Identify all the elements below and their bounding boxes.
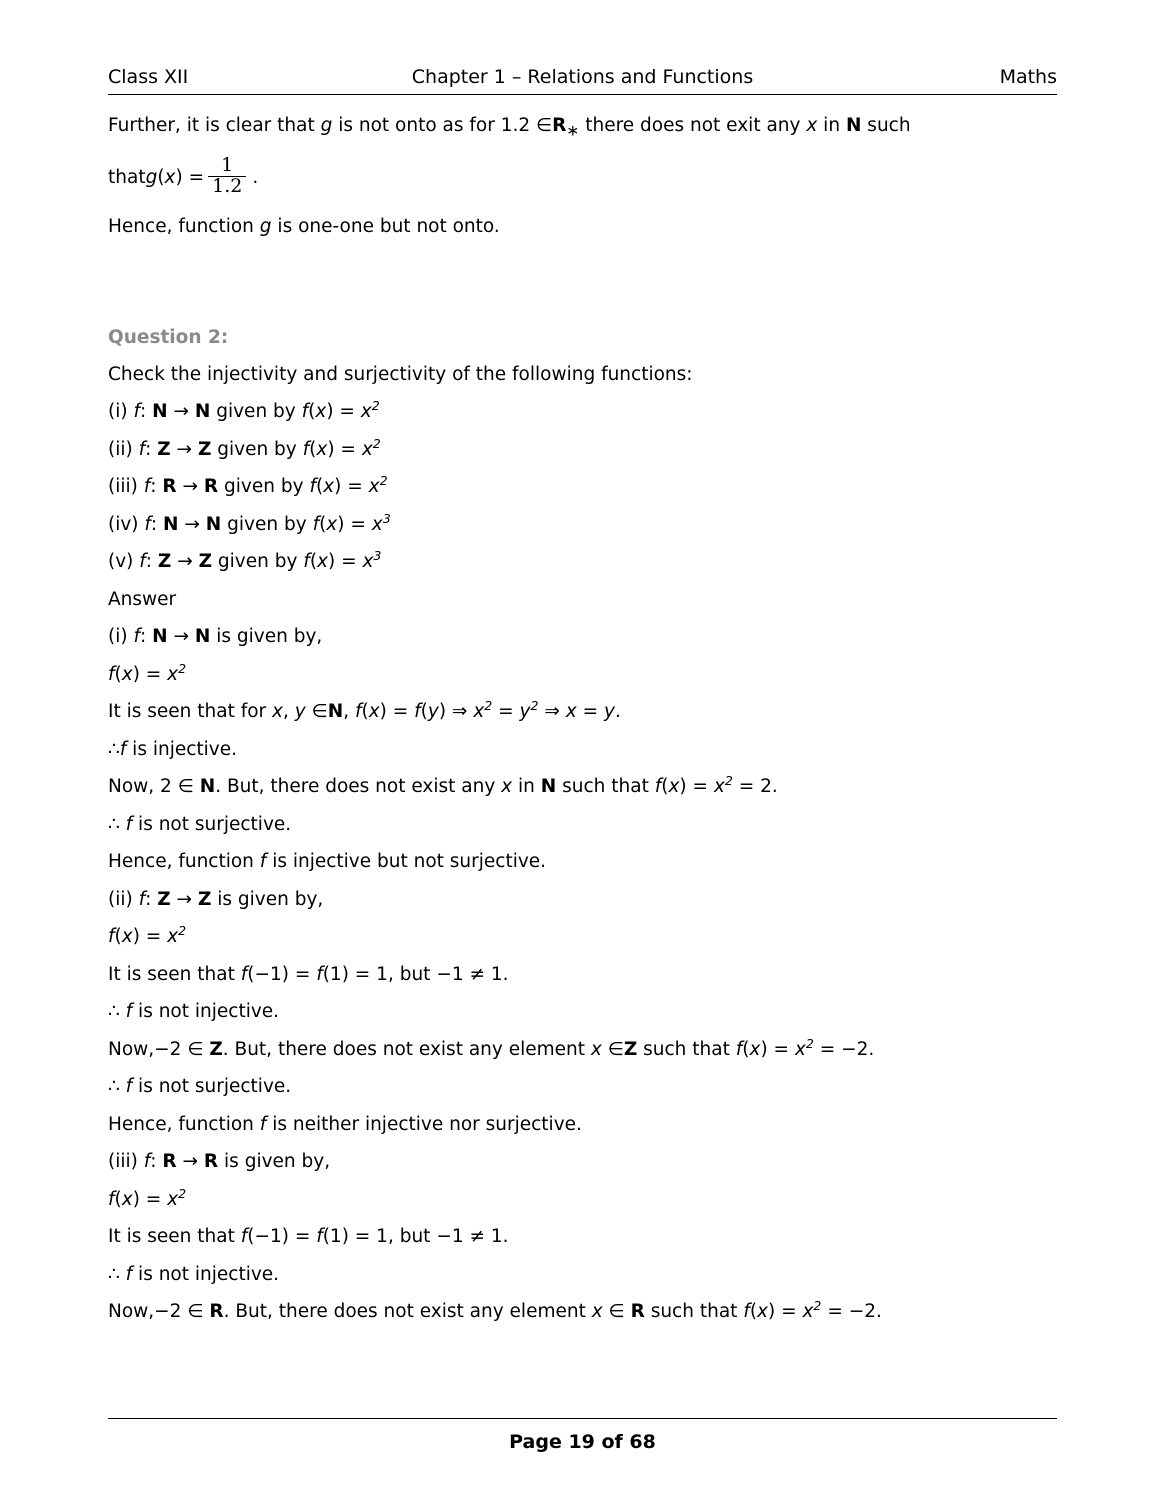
text: ( bbox=[309, 551, 318, 573]
var-x: x bbox=[590, 1038, 602, 1060]
text: is neither injective nor surjective. bbox=[266, 1113, 582, 1135]
answer-2-line-1 bbox=[108, 963, 1057, 985]
fn-f: f bbox=[654, 776, 662, 798]
domain-set: Z bbox=[157, 438, 171, 460]
text: ( bbox=[742, 1038, 750, 1060]
text: ) = bbox=[326, 401, 361, 423]
var-y: y bbox=[519, 701, 531, 723]
text: ) = bbox=[379, 701, 415, 723]
fn-f: f bbox=[143, 1151, 151, 1173]
set-N: N bbox=[845, 115, 862, 136]
text: ( bbox=[361, 701, 369, 723]
answer-2-heading bbox=[108, 888, 1057, 910]
domain-set: R bbox=[162, 1151, 177, 1173]
fn-f: f bbox=[138, 438, 146, 460]
var-x: x bbox=[749, 1038, 761, 1060]
var-x: x bbox=[121, 663, 133, 685]
therefore-symbol: ∴ bbox=[108, 813, 126, 835]
codomain-set: Z bbox=[198, 551, 213, 573]
exponent: 2 bbox=[379, 473, 388, 489]
text: ( bbox=[661, 776, 669, 798]
text: Further, it is clear that bbox=[108, 115, 321, 136]
question-item-2 bbox=[108, 435, 1057, 460]
codomain-set: R bbox=[203, 1151, 219, 1173]
text: = −2. bbox=[813, 1038, 875, 1060]
text: such that bbox=[644, 1301, 744, 1323]
text: ( bbox=[114, 926, 122, 948]
text: in bbox=[512, 776, 541, 798]
set-Z: Z bbox=[209, 1038, 223, 1060]
var-x: x bbox=[167, 1188, 179, 1210]
text: in bbox=[817, 115, 846, 136]
text: It is seen that bbox=[108, 1226, 241, 1248]
fraction-numerator: 1 bbox=[221, 154, 234, 177]
fn-f: f bbox=[143, 476, 151, 498]
header-chapter: Chapter 1 – Relations and Functions bbox=[411, 66, 754, 88]
text: : bbox=[150, 476, 163, 498]
therefore-symbol: ∴ bbox=[108, 738, 120, 760]
exponent: 2 bbox=[178, 1185, 187, 1201]
var-x: x bbox=[368, 701, 380, 723]
text: (1) = 1, but −1 ≠ 1. bbox=[322, 963, 509, 985]
text: : bbox=[139, 626, 153, 648]
answer-1-line-4 bbox=[108, 813, 1057, 835]
answer-2-line-3 bbox=[108, 1035, 1057, 1060]
arrow: → bbox=[170, 888, 198, 910]
page-number: Page 19 of 68 bbox=[509, 1431, 656, 1453]
fraction-one-over-onepointtwo bbox=[208, 156, 246, 197]
var-g: g bbox=[259, 215, 272, 237]
set-N: N bbox=[327, 701, 344, 723]
set-R: R bbox=[630, 1301, 645, 1323]
var-x: x bbox=[806, 115, 818, 136]
fn-f: f bbox=[259, 1113, 267, 1135]
text: ∈ bbox=[305, 701, 328, 723]
fn-f: f bbox=[133, 401, 140, 423]
text: is given by, bbox=[218, 1151, 331, 1173]
text: given by bbox=[218, 476, 310, 498]
text: , bbox=[282, 701, 295, 723]
text: ) = bbox=[327, 438, 362, 460]
text: ( bbox=[420, 701, 428, 723]
arrow: → bbox=[171, 551, 199, 573]
text: : bbox=[145, 438, 158, 460]
text: is given by, bbox=[211, 888, 324, 910]
set-N: N bbox=[199, 776, 216, 798]
text: = bbox=[492, 701, 520, 723]
fn-f: f bbox=[139, 551, 146, 573]
fn-f: f bbox=[138, 888, 146, 910]
exponent: 2 bbox=[484, 698, 493, 714]
text: ( bbox=[749, 1301, 758, 1323]
page-footer bbox=[108, 1418, 1057, 1453]
answer-3-line-3 bbox=[108, 1298, 1057, 1323]
fn-f: f bbox=[119, 738, 127, 760]
fn-f: f bbox=[240, 963, 248, 985]
fn-f: f bbox=[312, 513, 320, 535]
fn-f: f bbox=[316, 1226, 323, 1248]
text: = bbox=[576, 701, 604, 723]
text: . But, there does not exist any element bbox=[223, 1301, 592, 1323]
text: is injective but not surjective. bbox=[266, 851, 547, 873]
set-R: R bbox=[209, 1301, 224, 1323]
text: given by bbox=[210, 401, 302, 423]
fn-f: f bbox=[108, 1188, 115, 1210]
arrow: → bbox=[176, 476, 204, 498]
text: such bbox=[861, 115, 911, 136]
question-item-5 bbox=[108, 548, 1057, 573]
answer-label: Answer bbox=[108, 588, 177, 610]
fn-f: f bbox=[125, 1263, 133, 1285]
domain-set: N bbox=[163, 513, 179, 535]
text: is not surjective. bbox=[132, 1076, 292, 1098]
answer-2-line-4 bbox=[108, 1078, 1057, 1097]
text: ) = bbox=[132, 926, 168, 948]
answer-3-heading bbox=[108, 1153, 1057, 1172]
text: ) = bbox=[760, 1038, 795, 1060]
var-x: x bbox=[757, 1301, 768, 1323]
question-item-1 bbox=[108, 398, 1057, 423]
intro-line-2-fraction bbox=[108, 154, 1057, 199]
text: = 2. bbox=[732, 776, 778, 798]
text: is given by, bbox=[210, 626, 323, 648]
text: ( bbox=[315, 476, 324, 498]
text: It is seen that for bbox=[108, 701, 273, 723]
var-x: x bbox=[473, 701, 485, 723]
subscript-star: ∗ bbox=[566, 121, 580, 140]
intro-line-3 bbox=[108, 215, 1057, 237]
var-x: x bbox=[794, 1038, 806, 1060]
text: . bbox=[252, 167, 259, 189]
text: ) = bbox=[767, 1301, 803, 1323]
answer-2-formula bbox=[108, 923, 1057, 948]
item-number: (i) bbox=[108, 626, 134, 648]
text: Now,−2 ∈ bbox=[108, 1301, 210, 1323]
text: given by bbox=[221, 513, 313, 535]
text: ( bbox=[114, 1188, 122, 1210]
text: is not onto as for 1.2 ∈ bbox=[332, 115, 553, 136]
text: ) = bbox=[337, 513, 372, 535]
arrow: → bbox=[176, 1151, 204, 1173]
text: Now,−2 ∈ bbox=[108, 1038, 210, 1060]
var-x: x bbox=[802, 1301, 814, 1323]
text: ) = bbox=[679, 776, 714, 798]
fn-f: f bbox=[108, 926, 115, 948]
var-x: x bbox=[326, 513, 338, 535]
item-number: (iv) bbox=[108, 513, 145, 535]
text: : bbox=[150, 1151, 163, 1173]
exponent: 2 bbox=[813, 1298, 822, 1314]
var-x: x bbox=[167, 926, 179, 948]
fn-f: f bbox=[354, 701, 362, 723]
arrow: → bbox=[178, 513, 206, 535]
answer-1-formula bbox=[108, 660, 1057, 685]
fn-f: f bbox=[302, 438, 310, 460]
vertical-spacer bbox=[108, 255, 1057, 329]
text: ( bbox=[309, 438, 317, 460]
intro-line-1 bbox=[108, 117, 1057, 139]
text: ⇒ bbox=[538, 701, 566, 723]
text: is injective. bbox=[126, 738, 237, 760]
text: : bbox=[145, 888, 158, 910]
answer-3-line-1 bbox=[108, 1228, 1057, 1247]
text: = −2. bbox=[821, 1301, 882, 1323]
text: ) = bbox=[132, 663, 168, 685]
item-number: (ii) bbox=[108, 438, 139, 460]
text: (−1) = bbox=[247, 1226, 317, 1248]
var-g: g bbox=[320, 115, 333, 136]
var-x: x bbox=[316, 438, 328, 460]
codomain-set: R bbox=[203, 476, 219, 498]
text: ( bbox=[319, 513, 327, 535]
text: ) = bbox=[132, 1188, 168, 1210]
var-g: g bbox=[145, 167, 158, 189]
text: ( bbox=[308, 401, 316, 423]
domain-set: N bbox=[152, 626, 168, 648]
question-label: Question 2: bbox=[108, 327, 229, 349]
item-number: (v) bbox=[108, 551, 140, 573]
fn-f: f bbox=[108, 663, 115, 685]
fn-f: f bbox=[125, 813, 133, 835]
text: : bbox=[145, 551, 158, 573]
text: (−1) = bbox=[247, 963, 317, 985]
item-number: (iii) bbox=[108, 1151, 144, 1173]
fn-f: f bbox=[301, 401, 309, 423]
text: ) = bbox=[327, 551, 363, 573]
fn-f: f bbox=[125, 1076, 133, 1098]
fn-f: f bbox=[735, 1038, 743, 1060]
answer-3-line-2 bbox=[108, 1263, 1057, 1285]
answer-2-line-2 bbox=[108, 1003, 1057, 1022]
text: given by bbox=[211, 438, 303, 460]
var-x: x bbox=[565, 701, 577, 723]
header-class: Class XII bbox=[108, 66, 189, 88]
arrow: → bbox=[167, 401, 195, 423]
set-Z: Z bbox=[623, 1038, 638, 1060]
exponent: 2 bbox=[530, 698, 539, 714]
exponent: 2 bbox=[372, 435, 381, 451]
text: is not injective. bbox=[132, 1263, 280, 1285]
var-x: x bbox=[323, 476, 335, 498]
text: ) ⇒ bbox=[438, 701, 474, 723]
set-N: N bbox=[540, 776, 557, 798]
exponent: 2 bbox=[371, 398, 380, 414]
text: ( bbox=[157, 167, 165, 189]
fn-f: f bbox=[414, 701, 421, 723]
arrow: → bbox=[167, 626, 195, 648]
text: Hence, function bbox=[108, 851, 260, 873]
domain-set: Z bbox=[157, 888, 171, 910]
text: ∈ bbox=[601, 1038, 624, 1060]
item-number: (ii) bbox=[108, 888, 139, 910]
answer-1-line-5 bbox=[108, 853, 1057, 872]
therefore-symbol: ∴ bbox=[108, 1001, 126, 1023]
codomain-set: N bbox=[205, 513, 222, 535]
text: ) = bbox=[334, 476, 369, 498]
codomain-set: Z bbox=[197, 438, 212, 460]
fn-f: f bbox=[144, 513, 151, 535]
var-y: y bbox=[294, 701, 306, 723]
var-x: x bbox=[371, 513, 383, 535]
text: there does not exit any bbox=[579, 115, 807, 136]
text: (1) = 1, but −1 ≠ 1. bbox=[322, 1226, 509, 1248]
text: Now, 2 ∈ bbox=[108, 776, 200, 798]
exponent: 3 bbox=[373, 548, 382, 564]
question-item-4 bbox=[108, 510, 1057, 535]
answer-1-line-2 bbox=[108, 738, 1057, 760]
text: given by bbox=[212, 551, 304, 573]
header-subject: Maths bbox=[999, 66, 1057, 88]
text: Hence, function bbox=[108, 1113, 260, 1135]
fn-f: f bbox=[743, 1301, 750, 1323]
fn-f: f bbox=[309, 476, 316, 498]
answer-1-line-1 bbox=[108, 698, 1057, 723]
text: ( bbox=[114, 663, 122, 685]
text: is not surjective. bbox=[132, 813, 292, 835]
question-item-3 bbox=[108, 473, 1057, 498]
set-R: R bbox=[552, 115, 567, 136]
codomain-set: Z bbox=[197, 888, 212, 910]
var-x: x bbox=[713, 776, 725, 798]
exponent: 3 bbox=[382, 510, 391, 526]
fn-f: f bbox=[240, 1226, 248, 1248]
fn-f: f bbox=[125, 1001, 133, 1023]
answer-2-line-5 bbox=[108, 1113, 1057, 1135]
var-x: x bbox=[368, 476, 380, 498]
text: Hence, function bbox=[108, 215, 260, 237]
text: ∈ bbox=[602, 1301, 631, 1323]
var-x: x bbox=[315, 401, 327, 423]
text: such that bbox=[556, 776, 655, 798]
var-x: x bbox=[360, 401, 372, 423]
item-number: (iii) bbox=[108, 476, 144, 498]
fraction-denominator: 1.2 bbox=[208, 176, 246, 197]
domain-set: N bbox=[152, 401, 168, 423]
page-header bbox=[108, 0, 1057, 95]
text: : bbox=[150, 513, 164, 535]
exponent: 2 bbox=[178, 923, 187, 939]
var-x: x bbox=[121, 926, 133, 948]
answer-3-formula bbox=[108, 1185, 1057, 1210]
codomain-set: N bbox=[194, 401, 211, 423]
var-y: y bbox=[603, 701, 615, 723]
item-number: (i) bbox=[108, 401, 134, 423]
codomain-set: N bbox=[194, 626, 211, 648]
domain-set: R bbox=[162, 476, 177, 498]
var-x: x bbox=[362, 551, 374, 573]
therefore-symbol: ∴ bbox=[108, 1263, 126, 1285]
text: is not injective. bbox=[132, 1001, 280, 1023]
exponent: 2 bbox=[178, 660, 187, 676]
var-y: y bbox=[427, 701, 439, 723]
text: is one-one but not onto. bbox=[271, 215, 500, 237]
var-x: x bbox=[167, 663, 179, 685]
text: such that bbox=[637, 1038, 736, 1060]
text: that bbox=[108, 167, 146, 189]
var-x: x bbox=[164, 167, 176, 189]
text: It is seen that bbox=[108, 963, 241, 985]
answer-1-heading bbox=[108, 628, 1057, 647]
exponent: 2 bbox=[805, 1035, 814, 1051]
var-x: x bbox=[272, 701, 283, 723]
var-x: x bbox=[668, 776, 680, 798]
fn-f: f bbox=[316, 963, 323, 985]
arrow: → bbox=[170, 438, 198, 460]
fn-f: f bbox=[133, 626, 140, 648]
var-x: x bbox=[361, 438, 373, 460]
text: . But, there does not exist any bbox=[215, 776, 502, 798]
answer-1-line-3 bbox=[108, 773, 1057, 798]
text: . bbox=[614, 701, 621, 723]
text: : bbox=[139, 401, 153, 423]
therefore-symbol: ∴ bbox=[108, 1076, 126, 1098]
var-x: x bbox=[121, 1188, 133, 1210]
page-content bbox=[108, 95, 1057, 1322]
fn-f: f bbox=[303, 551, 310, 573]
text: . But, there does not exist any element bbox=[222, 1038, 591, 1060]
domain-set: Z bbox=[157, 551, 172, 573]
fn-f: f bbox=[259, 851, 267, 873]
text: ) = bbox=[175, 167, 205, 189]
var-x: x bbox=[501, 776, 513, 798]
question-prompt: Check the injectivity and surjectivity of the following functions: bbox=[108, 363, 693, 385]
text: , bbox=[343, 701, 355, 723]
var-x: x bbox=[317, 551, 328, 573]
exponent: 2 bbox=[724, 773, 733, 789]
var-x: x bbox=[591, 1301, 603, 1323]
